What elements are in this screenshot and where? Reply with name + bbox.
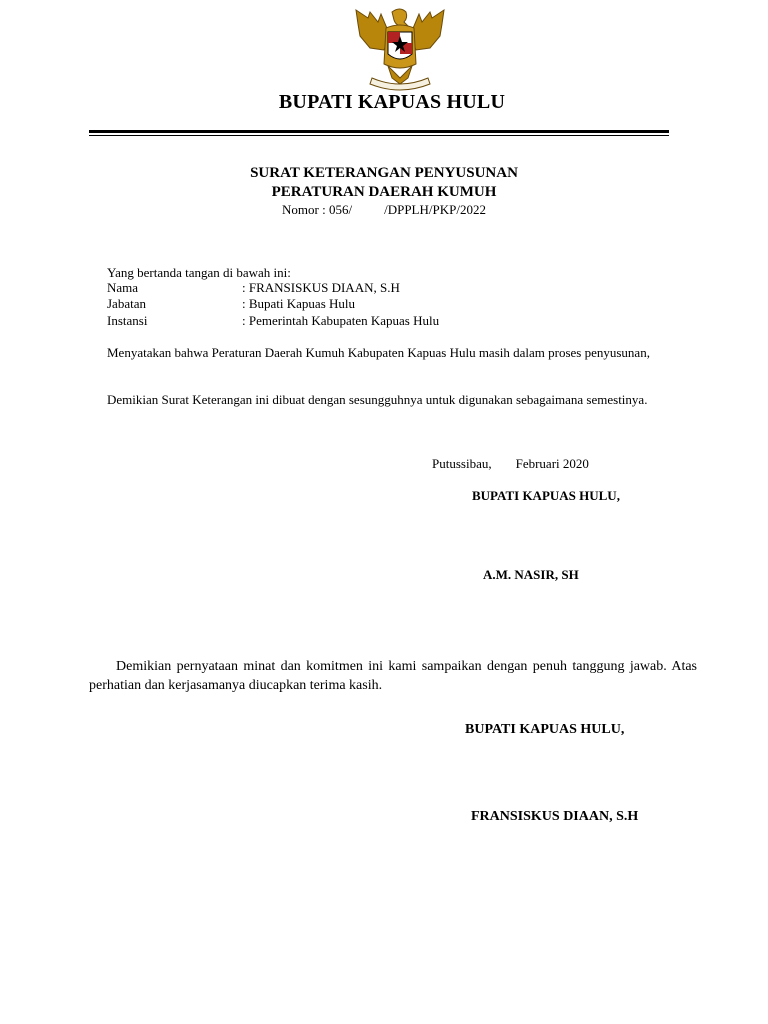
- identity-row-agency: [107, 313, 439, 329]
- statement-paragraph: Menyatakan bahwa Peraturan Daerah Kumuh Kabupaten Kapuas Hulu masih dalam proses penyusunan,: [107, 345, 650, 360]
- identity-value: : Bupati Kapuas Hulu: [242, 296, 356, 311]
- signature-2-name: FRANSISKUS DIAAN, S.H: [471, 809, 639, 824]
- document-number-suffix: /DPPLH/PKP/2022: [384, 202, 486, 217]
- closing-statement-paragraph: Demikian Surat Keterangan ini dibuat dengan sesungguhnya untuk digunakan sebagaimana semestinya.: [107, 392, 648, 407]
- identity-label: Instansi: [107, 313, 148, 328]
- letterhead-title: BUPATI KAPUAS HULU: [278, 91, 506, 113]
- garuda-emblem-icon: [348, 4, 452, 92]
- document-title-line-2: PERATURAN DAERAH KUMUH: [271, 184, 497, 200]
- signature-1-name: A.M. NASIR, SH: [483, 567, 579, 582]
- document-title-line-1: SURAT KETERANGAN PENYUSUNAN: [250, 165, 518, 181]
- date: Februari 2020: [515, 456, 589, 471]
- place: Putussibau,: [432, 456, 492, 471]
- identity-value: : FRANSISKUS DIAAN, S.H: [242, 280, 400, 295]
- identity-row-name: [107, 280, 400, 296]
- closing-paragraph: [89, 657, 697, 695]
- closing-text: Demikian pernyataan minat dan komitmen ini kami sampaikan dengan penuh tanggung jawab. Atas perhatian dan kerjasamanya diucapkan terima kasih.: [89, 659, 697, 693]
- letterhead-divider-thin: [89, 135, 669, 136]
- place-date: [432, 456, 589, 472]
- identity-label: Jabatan: [107, 296, 146, 311]
- identity-label: Nama: [107, 280, 139, 295]
- intro-text: Yang bertanda tangan di bawah ini:: [107, 265, 291, 280]
- letterhead-divider-thick: [89, 130, 669, 133]
- document-number-prefix: Nomor : 056/: [282, 202, 353, 217]
- identity-value: : Pemerintah Kabupaten Kapuas Hulu: [242, 313, 440, 328]
- identity-row-position: [107, 296, 355, 312]
- signature-1-title: BUPATI KAPUAS HULU,: [472, 488, 620, 503]
- document-number: [0, 202, 768, 218]
- signature-2-title: BUPATI KAPUAS HULU,: [465, 722, 625, 737]
